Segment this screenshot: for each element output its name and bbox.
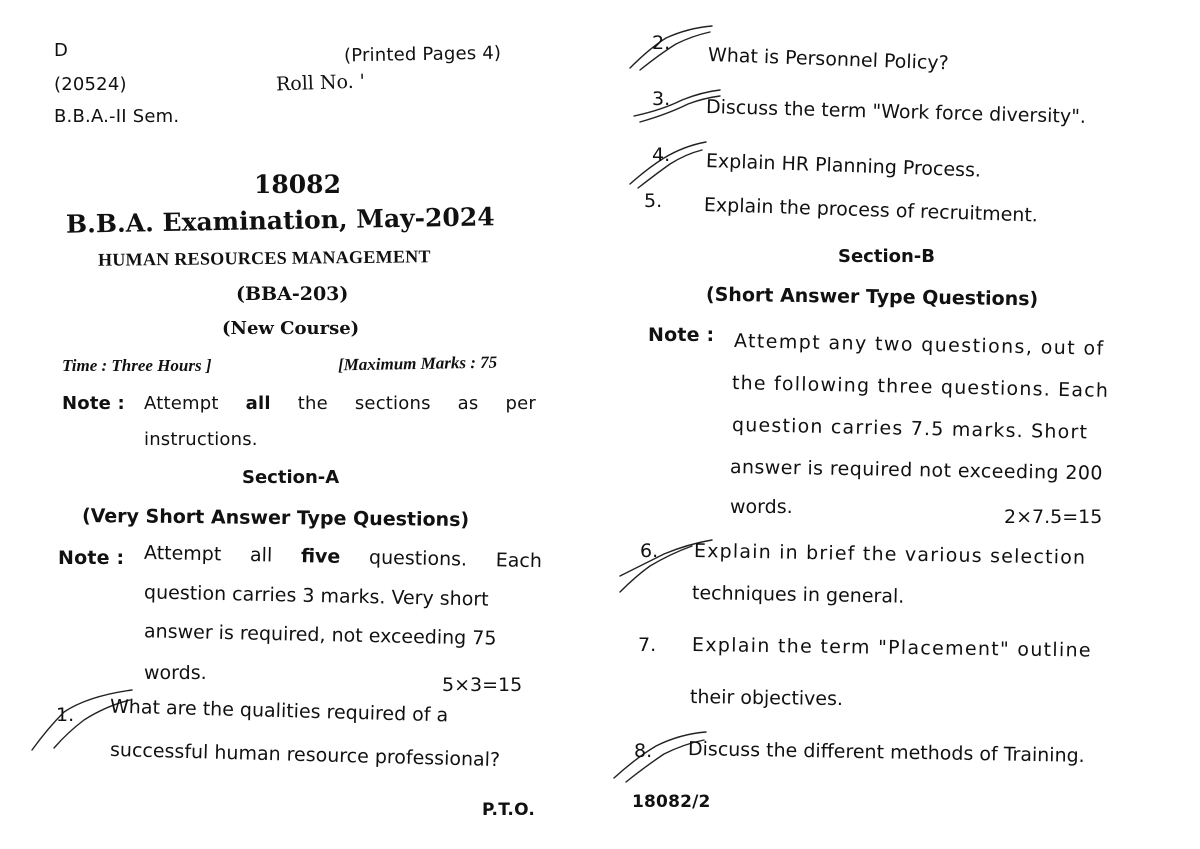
section-a-note-line1 [144,542,542,572]
q1-line1: What are the qualities required of a [109,695,449,727]
section-b-subtitle: (Short Answer Type Questions) [705,283,1039,311]
section-a-note-label: Note : [58,547,125,569]
course-code: (BBA-203) [236,283,349,305]
general-note-line1 [144,393,536,414]
note-word: Each [495,549,543,573]
roll-no-label: Roll No. ' [275,70,366,96]
note-word: all [249,544,273,567]
q6-number: 6. [640,540,659,562]
q1-number: 1. [56,704,75,726]
section-a-marks: 5×3=15 [442,674,523,696]
section-a-note-line3: answer is required, not exceeding 75 [143,620,497,650]
exam-title: B.B.A. Examination, May-2024 [65,202,495,239]
section-b-note-line5: words. [730,496,793,518]
note-word: questions. [368,546,468,571]
note-label: Note : [62,393,125,414]
course-type: (New Course) [222,318,360,339]
note-word: as [457,393,479,414]
section-b-note-line4: answer is required not exceeding 200 [729,456,1104,485]
q1-line2: successful human resource professional? [109,738,501,772]
set-code: D [54,40,69,61]
paper-code: (20524) [54,74,127,95]
section-b-title: Section-B [838,246,935,267]
section-a-title: Section-A [242,467,340,488]
note-word: five [300,545,341,568]
note-word: Attempt [144,393,219,414]
q3-number: 3. [652,88,671,110]
section-b-note-line1: Attempt any two questions, out of [733,330,1105,360]
note-word: all [245,393,271,414]
q5-text: Explain the process of recruitment. [703,194,1039,227]
general-note-line2: instructions. [144,429,258,450]
time-label: Time : Three Hours ] [62,356,212,375]
note-word: Attempt [143,541,222,566]
q2-number: 2. [652,32,671,54]
q3-text: Discuss the term "Work force diversity". [705,96,1087,128]
note-word: per [505,393,536,414]
subject-title: HUMAN RESOURCES MANAGEMENT [97,246,431,270]
pto-label: P.T.O. [482,800,536,820]
q4-text: Explain HR Planning Process. [705,150,982,182]
q5-number: 5. [644,190,663,212]
check-mark-icon [626,24,716,74]
q6-line2: techniques in general. [691,582,905,608]
q8-text: Discuss the different methods of Training. [687,738,1085,767]
paper-number: 18082 [254,170,341,199]
q7-line1: Explain the term "Placement" outline [691,634,1093,662]
page-footer-code: 18082/2 [632,792,711,812]
section-b-note-line2: the following three questions. Each [731,372,1110,402]
note-word: sections [354,393,431,414]
note-word: the [297,393,328,414]
q7-line2: their objectives. [689,686,844,711]
section-b-note-line3: question carries 7.5 marks. Short [731,414,1089,444]
max-marks-label: [Maximum Marks : 75 [337,352,498,375]
q6-line1: Explain in brief the various selection [693,540,1087,569]
printed-pages: (Printed Pages 4) [343,42,502,67]
q8-number: 8. [634,740,653,762]
q4-number: 4. [652,144,671,166]
section-a-subtitle: (Very Short Answer Type Questions) [81,504,470,532]
section-b-marks: 2×7.5=15 [1004,506,1103,528]
section-a-note-line4: words. [144,662,207,684]
section-a-note-line2: question carries 3 marks. Very short [143,581,489,611]
q2-text: What is Personnel Policy? [707,44,950,75]
q7-number: 7. [638,634,657,656]
right-page [600,0,1200,849]
semester: B.B.A.-II Sem. [54,106,180,127]
section-b-note-label: Note : [648,324,715,346]
